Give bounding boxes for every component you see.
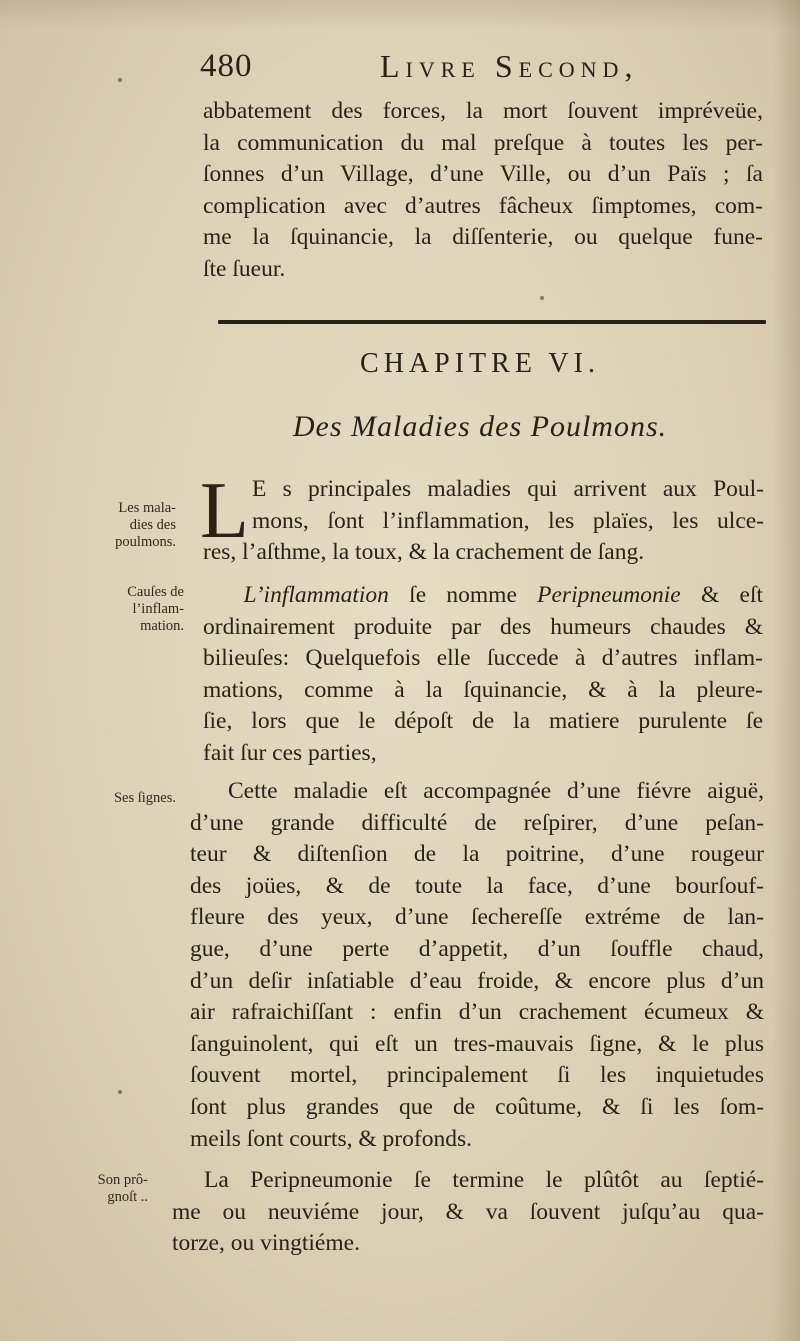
text-line: gue, d’une perte d’appetit, d’un ſouffle chaud, [190, 935, 764, 962]
text-line: fleure des yeux, d’une ſechereſſe extréme de lan- [190, 904, 764, 931]
text-line: Cette maladie eſt accompagnée d’une fiévre aiguë, [228, 778, 764, 804]
page-edge-shadow [772, 0, 800, 1341]
text-line: abbatement des forces, la mort ſouvent impréveüe, [203, 98, 763, 124]
third-paragraph [190, 776, 764, 1155]
margin-note-line: gnoſt .. [107, 1189, 148, 1205]
text-line: ſont plus grandes que de coûtume, & ſi les ſom- [190, 1093, 764, 1120]
dropcap-lines [252, 474, 764, 537]
italic-term: L’inflammation [243, 582, 389, 608]
text-line: la communication du mal preſque à toutes les per- [203, 129, 763, 156]
chapter-title: CHAPITRE VI. [360, 348, 600, 379]
text-line: ſanguinolent, qui eſt un tres-mauvais ſigne, & le plus [190, 1030, 764, 1057]
margin-note-maladies [72, 500, 176, 551]
margin-note-line: mation. [140, 618, 184, 634]
text-line: bilieuſes: Quelquefois elle ſuccede à d’autres inflam- [203, 645, 763, 672]
margin-note-causes [72, 584, 184, 635]
margin-note-line: Cauſes de [127, 584, 184, 600]
margin-note-line: Ses ſignes. [113, 790, 176, 806]
text-line: meils ſont courts, & profonds. [190, 1125, 472, 1152]
text-line: La Peripneumonie ſe termine le plûtôt au ſeptié- [204, 1167, 764, 1193]
margin-note-line: Les mala- [118, 500, 176, 516]
text-line: ſonnes d’un Village, d’une Ville, ou d’un Païs ; ſa [203, 161, 763, 188]
fourth-paragraph [172, 1165, 764, 1260]
first-paragraph [203, 537, 763, 569]
text-fragment: ſe nomme [388, 582, 538, 608]
text-line: mons, ſont l’inflammation, les plaïes, les ulce- [252, 507, 764, 534]
margin-note-line: l’inflam- [132, 601, 184, 617]
text-line [203, 580, 763, 612]
section-divider-rule [218, 320, 766, 324]
page-top-shadow [0, 0, 800, 30]
paper-speckle [118, 78, 122, 82]
text-line: me ou neuviéme jour, & va ſouvent juſqu’au qua- [172, 1198, 764, 1225]
text-line: res, l’aſthme, la toux, & la crachement de ſang. [203, 539, 645, 565]
text-line: ordinairement produite par des humeurs chaudes & [203, 613, 763, 640]
text-line: air rafraichiſſant : enfin d’un crachement écumeux & [190, 999, 764, 1026]
running-title: Livre Second, [380, 48, 639, 84]
chapter-subtitle: Des Maladies des Poulmons. [292, 410, 668, 443]
margin-note-line: Son prô- [97, 1172, 148, 1188]
text-line: E s principales maladies qui arrivent aux Poul- [252, 476, 764, 502]
margin-note-signes [70, 790, 176, 807]
drop-cap: L [200, 467, 249, 555]
continuation-paragraph [203, 96, 763, 286]
paper-speckle [540, 296, 544, 300]
text-fragment: & eſt [680, 582, 764, 608]
page-number: 480 [200, 48, 253, 84]
margin-note-prognostic [40, 1172, 148, 1206]
text-line: ſouvent mortel, principalement ſi les inquietudes [190, 1062, 764, 1089]
margin-note-line: dies des [129, 517, 176, 533]
text-line: torze, ou vingtiéme. [172, 1230, 360, 1257]
text-line: d’une grande difficulté de reſpirer, d’une peſan- [190, 809, 764, 836]
text-line: me la ſquinancie, la diſſenterie, ou quelque fune- [203, 224, 763, 251]
text-line: teur & diſtenſion de la poitrine, d’une rougeur [190, 841, 764, 868]
margin-note-line: poulmons. [115, 534, 176, 550]
text-line: complication avec d’autres fâcheux ſimptomes, com- [203, 192, 763, 219]
text-line: d’un deſir inſatiable d’eau froide, & encore plus d’un [190, 967, 764, 994]
paper-speckle [118, 1090, 122, 1094]
second-paragraph [203, 580, 763, 770]
text-line: ſte ſueur. [203, 255, 286, 282]
text-line: mations, comme à la ſquinancie, & à la pleure- [203, 676, 763, 703]
text-line: fait ſur ces parties, [203, 739, 377, 766]
text-line: des joües, & de toute la face, d’une bourſouf- [190, 872, 764, 899]
running-header [200, 48, 680, 98]
italic-term: Peripneumonie [537, 582, 681, 608]
text-line: ſie, lors que le dépoſt de la matiere purulente ſe [203, 708, 763, 735]
